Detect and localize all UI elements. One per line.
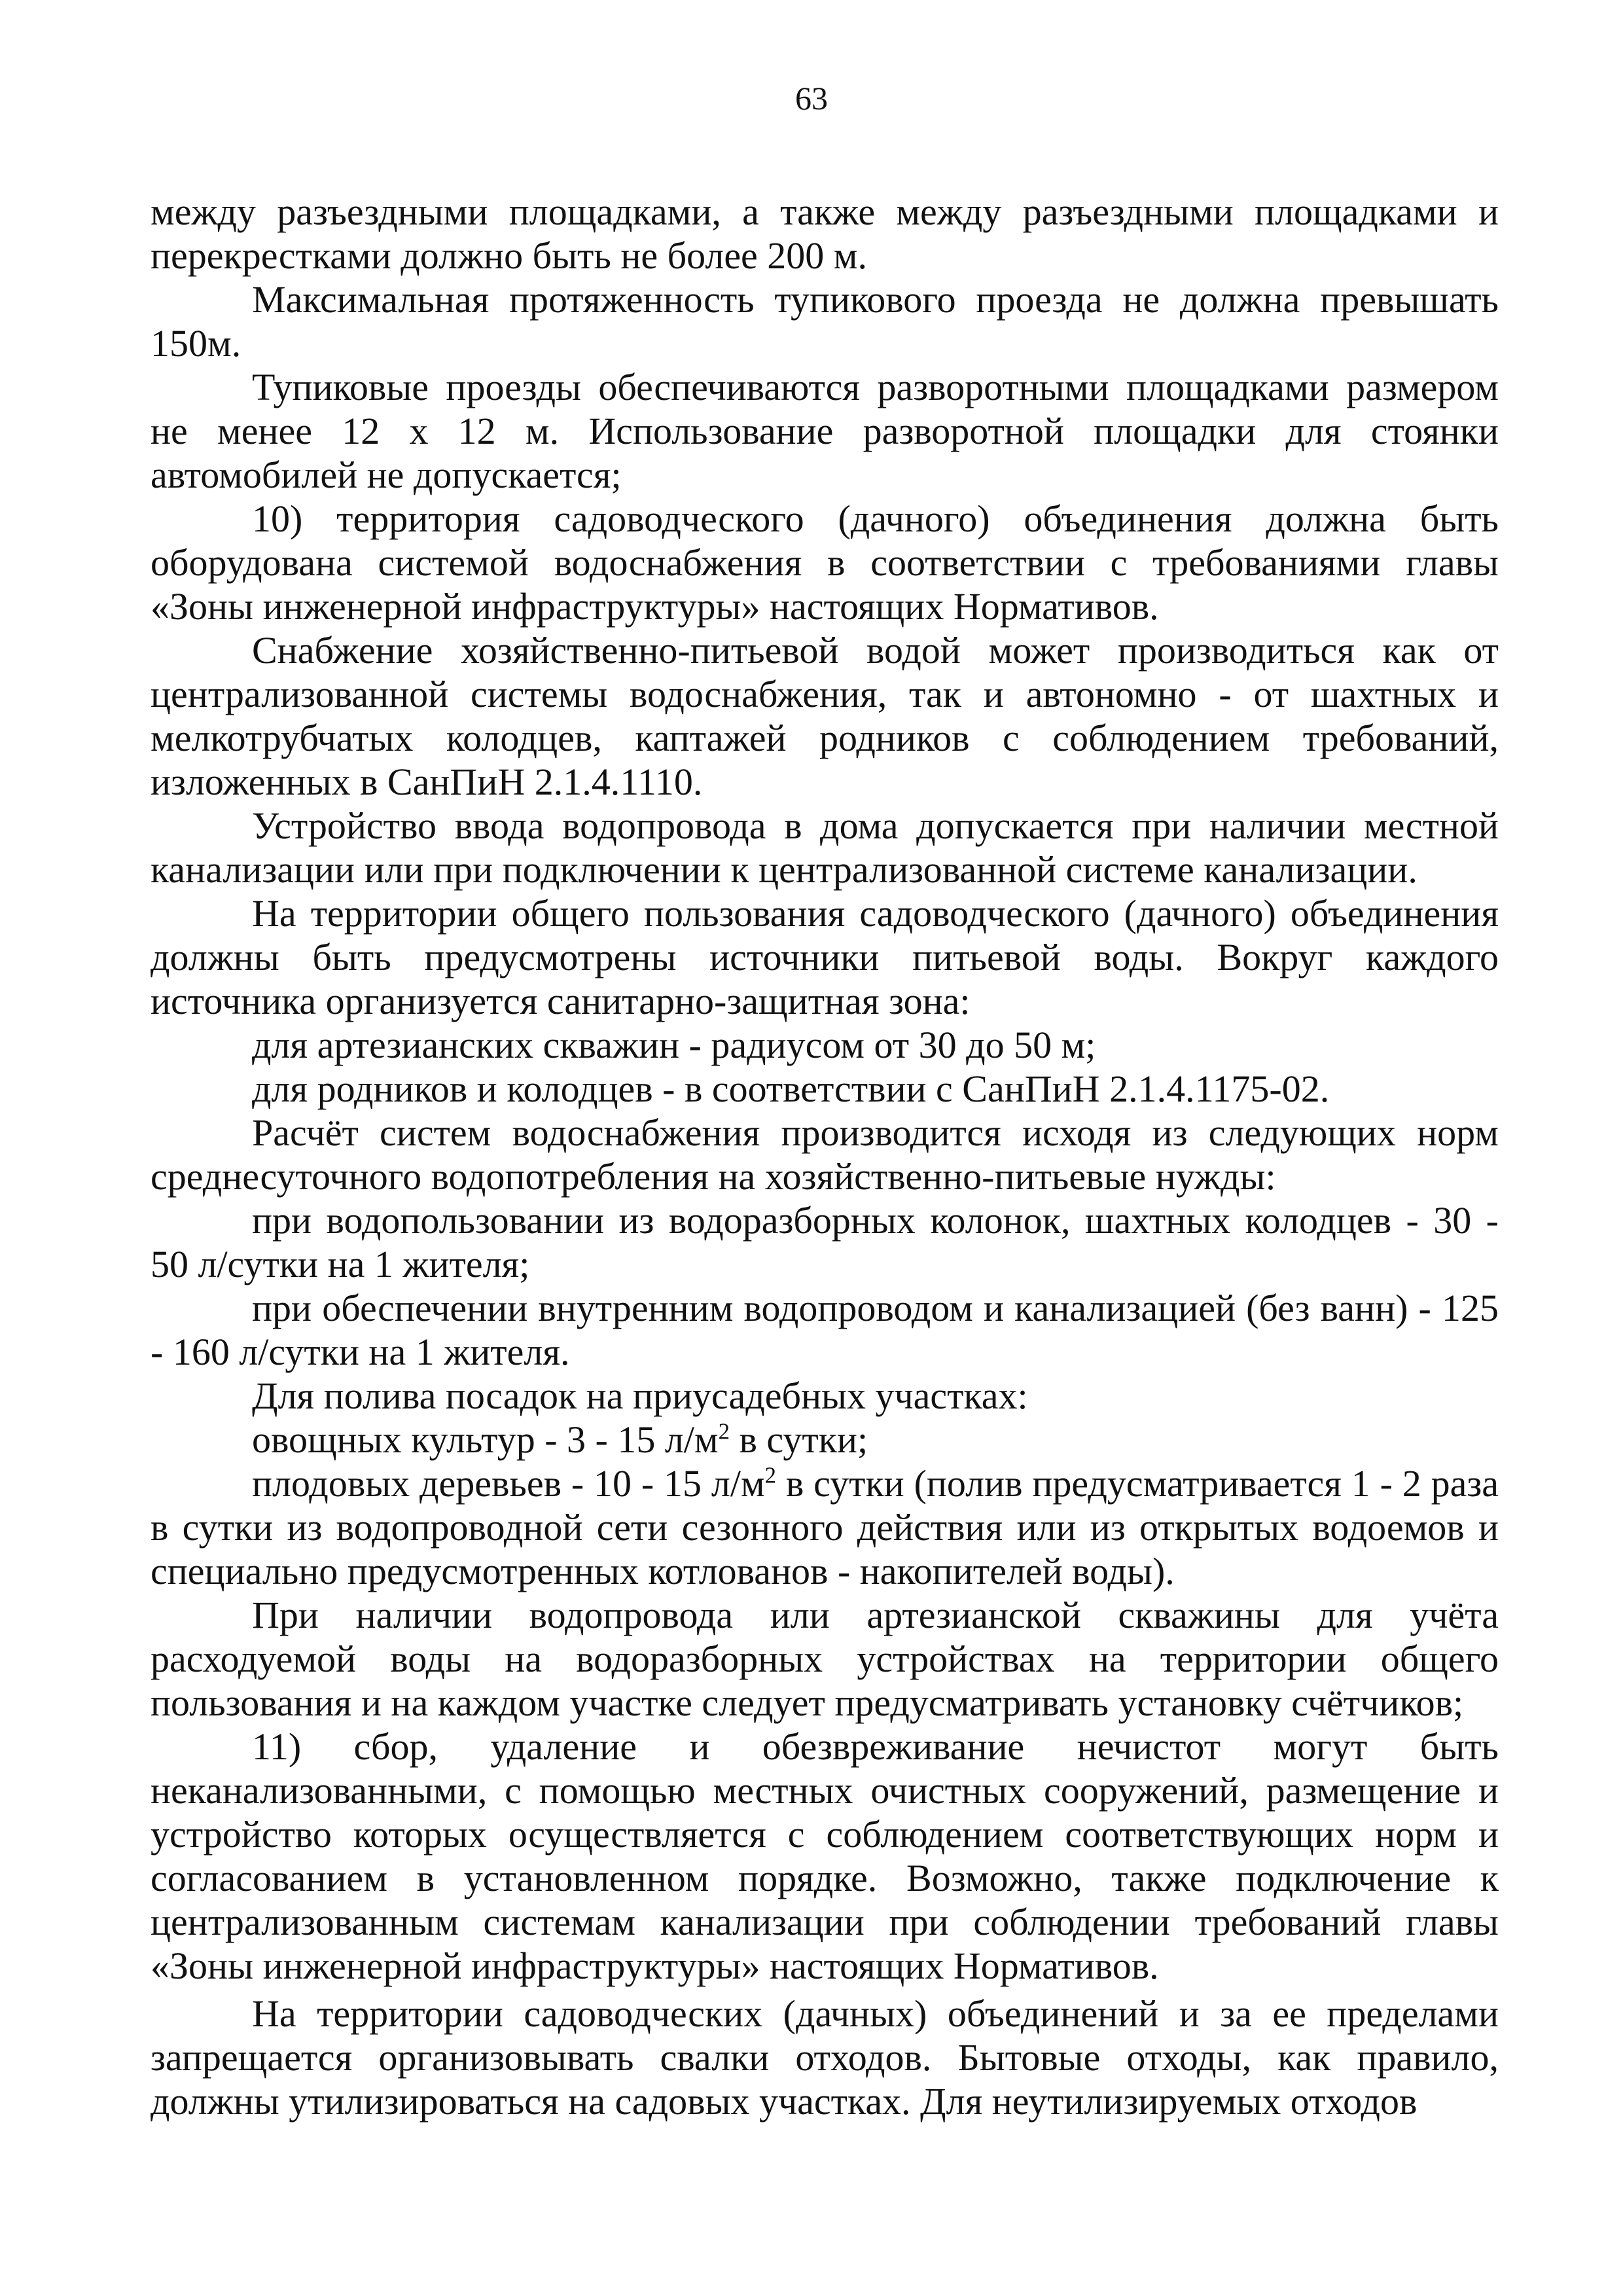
paragraph-18: На территории садоводческих (дачных) объединений и за ее пределами запрещается организовывать свалки отходов. Бытовые отходы, как правило, должны утилизироваться на садовых участках. Для неутилизируемых отходов	[151, 1992, 1499, 2123]
paragraph-2: Максимальная протяженность тупикового проезда не должна превышать 150м.	[151, 278, 1499, 365]
paragraph-15-text-end: в сутки (полив предусматривается 1 - 2 раза в сутки из водопроводной сети сезонного действия или из открытых водоемов и специально предусмотренных котлованов - накопителей воды).	[151, 1462, 1499, 1592]
paragraph-4: 10) территория садоводческого (дачного) объединения должна быть оборудована системой водоснабжения в соответствии с требованиями главы «Зоны инженерной инфраструктуры» настоящих Нормативов.	[151, 497, 1499, 628]
paragraph-5: Снабжение хозяйственно-питьевой водой может производиться как от централизованной системы водоснабжения, так и автономно - от шахтных и мелкотрубчатых колодцев, каптажей родников с соблюдением требований, изложенных в СанПиН 2.1.4.1110.	[151, 629, 1499, 803]
paragraph-11: при водопользовании из водоразборных колонок, шахтных колодцев - 30 - 50 л/сутки на 1 жителя;	[151, 1199, 1499, 1285]
superscript-2: 2	[764, 1462, 777, 1488]
paragraph-7: На территории общего пользования садоводческого (дачного) объединения должны быть предусмотрены источники питьевой воды. Вокруг каждого источника организуется санитарно-защитная зона:	[151, 892, 1499, 1022]
superscript-2: 2	[718, 1418, 730, 1444]
paragraph-6: Устройство ввода водопровода в дома допускается при наличии местной канализации или при подключении к централизованной системе канализации.	[151, 804, 1499, 891]
paragraph-14	[151, 1418, 1499, 1462]
paragraph-14-text-end: в сутки;	[730, 1418, 868, 1461]
paragraph-1: между разъездными площадками, а также между разъездными площадками и перекрестками должно быть не более 200 м.	[151, 190, 1499, 277]
paragraph-12: при обеспечении внутренним водопроводом и канализацией (без ванн) - 125 - 160 л/сутки на 1 жителя.	[151, 1287, 1499, 1373]
paragraph-13: Для полива посадок на приусадебных участках:	[252, 1374, 1028, 1417]
paragraph-8: для артезианских скважин - радиусом от 30 до 50 м;	[252, 1024, 1096, 1066]
paragraph-15	[151, 1462, 1499, 1593]
document-body	[151, 190, 1499, 2123]
paragraph-16: При наличии водопровода или артезианской скважины для учёта расходуемой воды на водоразборных устройствах на территории общего пользования и на каждом участке следует предусматривать установку счётчиков;	[151, 1594, 1499, 1724]
paragraph-14-text: овощных культур - 3 - 15 л/м	[252, 1418, 719, 1461]
paragraph-10: Расчёт систем водоснабжения производится исходя из следующих норм среднесуточного водопотребления на хозяйственно-питьевые нужды:	[151, 1111, 1499, 1198]
paragraph-17: 11) сбор, удаление и обезвреживание нечистот могут быть неканализованными, с помощью местных очистных сооружений, размещение и устройство которых осуществляется с соблюдением соответствующих норм и согласованием в установленном порядке. Возможно, также подключение к централизованным системам канализации при соблюдении требований главы «Зоны инженерной инфраструктуры» настоящих Нормативов.	[151, 1725, 1499, 1987]
paragraph-15-text: плодовых деревьев - 10 - 15 л/м	[252, 1462, 765, 1505]
paragraph-3: Тупиковые проезды обеспечиваются разворотными площадками размером не менее 12 х 12 м. Использование разворотной площадки для стоянки автомобилей не допускается;	[151, 366, 1499, 496]
paragraph-9: для родников и колодцев - в соответствии с СанПиН 2.1.4.1175-02.	[252, 1067, 1330, 1110]
page-number: 63	[795, 80, 828, 117]
